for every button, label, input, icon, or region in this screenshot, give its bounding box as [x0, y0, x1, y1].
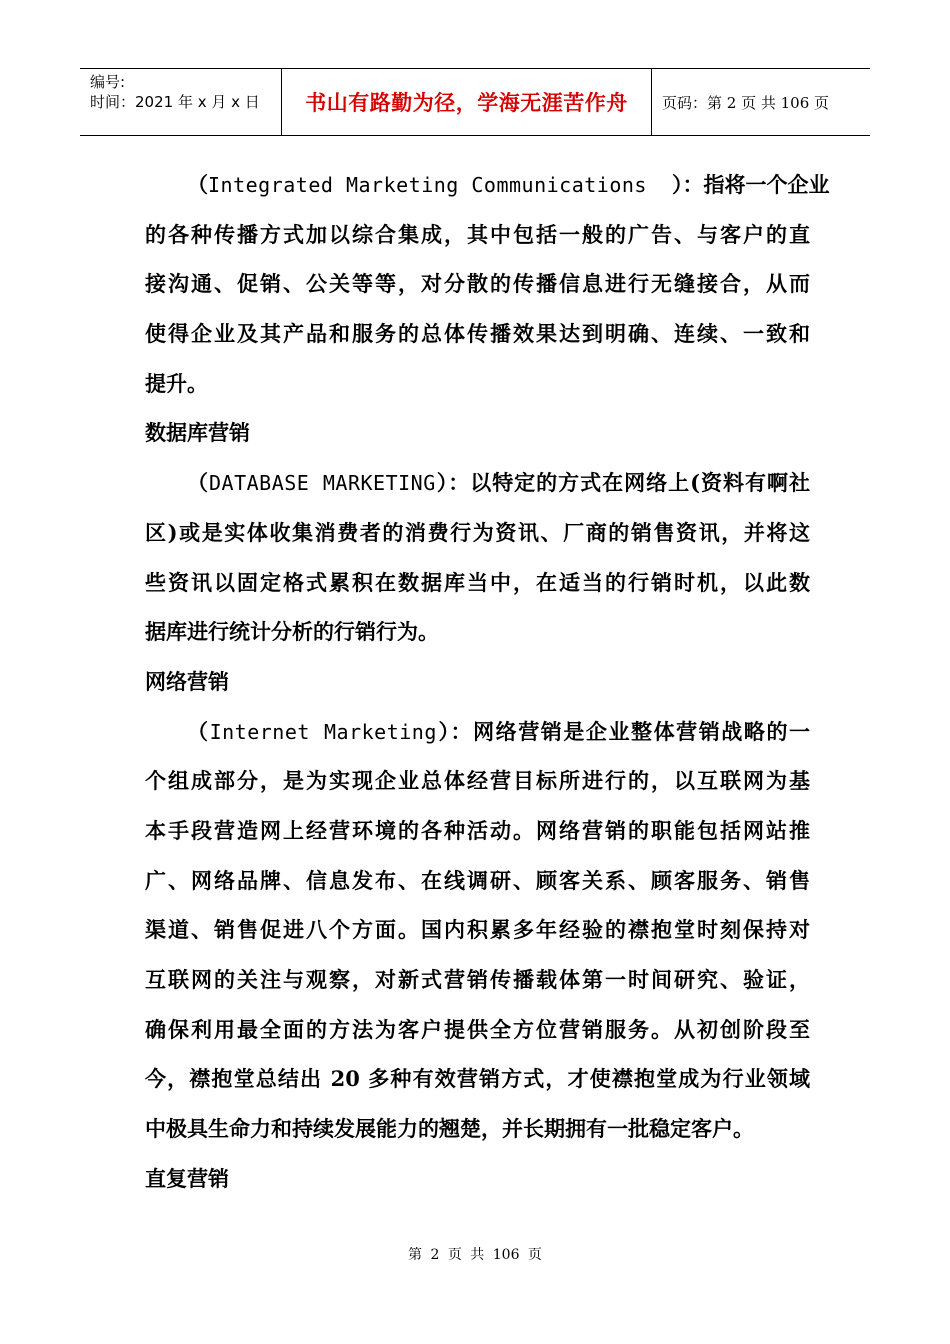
- header-motto: 书山有路勤为径，学海无涯苦作舟: [282, 69, 652, 135]
- paragraph-line: 提升。: [145, 370, 208, 396]
- term-database-marketing: DATABASE MARKETING: [209, 471, 436, 496]
- paragraph-line: 互联网的关注与观察，对新式营销传播载体第一时间研究、验证，: [145, 967, 810, 992]
- paragraph-line: 渠道、销售促进八个方面。国内积累多年经验的襟抱堂时刻保持对: [145, 917, 810, 943]
- paragraph-line: 确保利用最全面的方法为客户提供全方位营销服务。从初创阶段至: [145, 1016, 810, 1042]
- paren-close-text: ）：网络营销是企业整体营销战略的一: [436, 718, 811, 744]
- paragraph-line: 今，襟抱堂总结出 20 多种有效营销方式，才使襟抱堂成为行业领域: [145, 1066, 810, 1092]
- paren-open: （: [187, 172, 208, 197]
- paragraph-internet-first-line: [145, 707, 810, 757]
- page-footer: 第 2 页 共 106 页: [408, 1247, 542, 1263]
- paragraph-line: 使得企业及其产品和服务的总体传播效果达到明确、连续、一致和: [145, 321, 810, 347]
- document-date: 时间：2021 年 x 月 x 日: [90, 93, 260, 111]
- paragraph-line: 的各种传播方式加以综合集成，其中包括一般的广告、与客户的直: [145, 221, 810, 247]
- term-imc: Integrated Marketing Communications: [208, 173, 673, 197]
- document-number-label: 编号:: [90, 73, 126, 91]
- paragraph-line: 广、网络品牌、信息发布、在线调研、顾客关系、顾客服务、销售: [145, 867, 810, 893]
- paragraph-line: 些资讯以固定格式累积在数据库当中，在适当的行销时机，以此数: [145, 569, 810, 595]
- paren-close-text: ）：以特定的方式在网络上(资料有啊社: [435, 470, 811, 496]
- paragraph-line: 本手段营造网上经营环境的各种活动。网络营销的职能包括网站推: [145, 817, 810, 843]
- paren-open: （: [187, 718, 210, 744]
- document-body: [145, 160, 830, 1203]
- section-heading-direct-marketing: 直复营销: [145, 1165, 229, 1191]
- page-header: [80, 68, 870, 136]
- header-meta-cell: [80, 69, 282, 135]
- term-internet-marketing: Internet Marketing: [209, 719, 437, 744]
- paragraph-line: 区)或是实体收集消费者的消费行为资讯、厂商的销售资讯，并将这: [145, 519, 810, 545]
- paragraph-database-first-line: [145, 458, 810, 508]
- section-heading-database-marketing: 数据库营销: [145, 420, 250, 446]
- paragraph-line: 中极具生命力和持续发展能力的翘楚，并长期拥有一批稳定客户。: [145, 1116, 754, 1142]
- paragraph-line: 据库进行统计分析的行销行为。: [145, 619, 439, 645]
- paragraph-line: 个组成部分，是为实现企业总体经营目标所进行的，以互联网为基: [145, 768, 810, 794]
- header-page-info: 页码：第 2 页 共 106 页: [662, 93, 830, 112]
- section-heading-internet-marketing: 网络营销: [145, 668, 229, 694]
- paren-close-text: ）：指将一个企业: [672, 172, 830, 197]
- paragraph-line: 接沟通、促销、公关等等，对分散的传播信息进行无缝接合，从而: [145, 271, 810, 297]
- paragraph-imc-first-line: [145, 160, 830, 210]
- paren-open: （: [187, 470, 209, 496]
